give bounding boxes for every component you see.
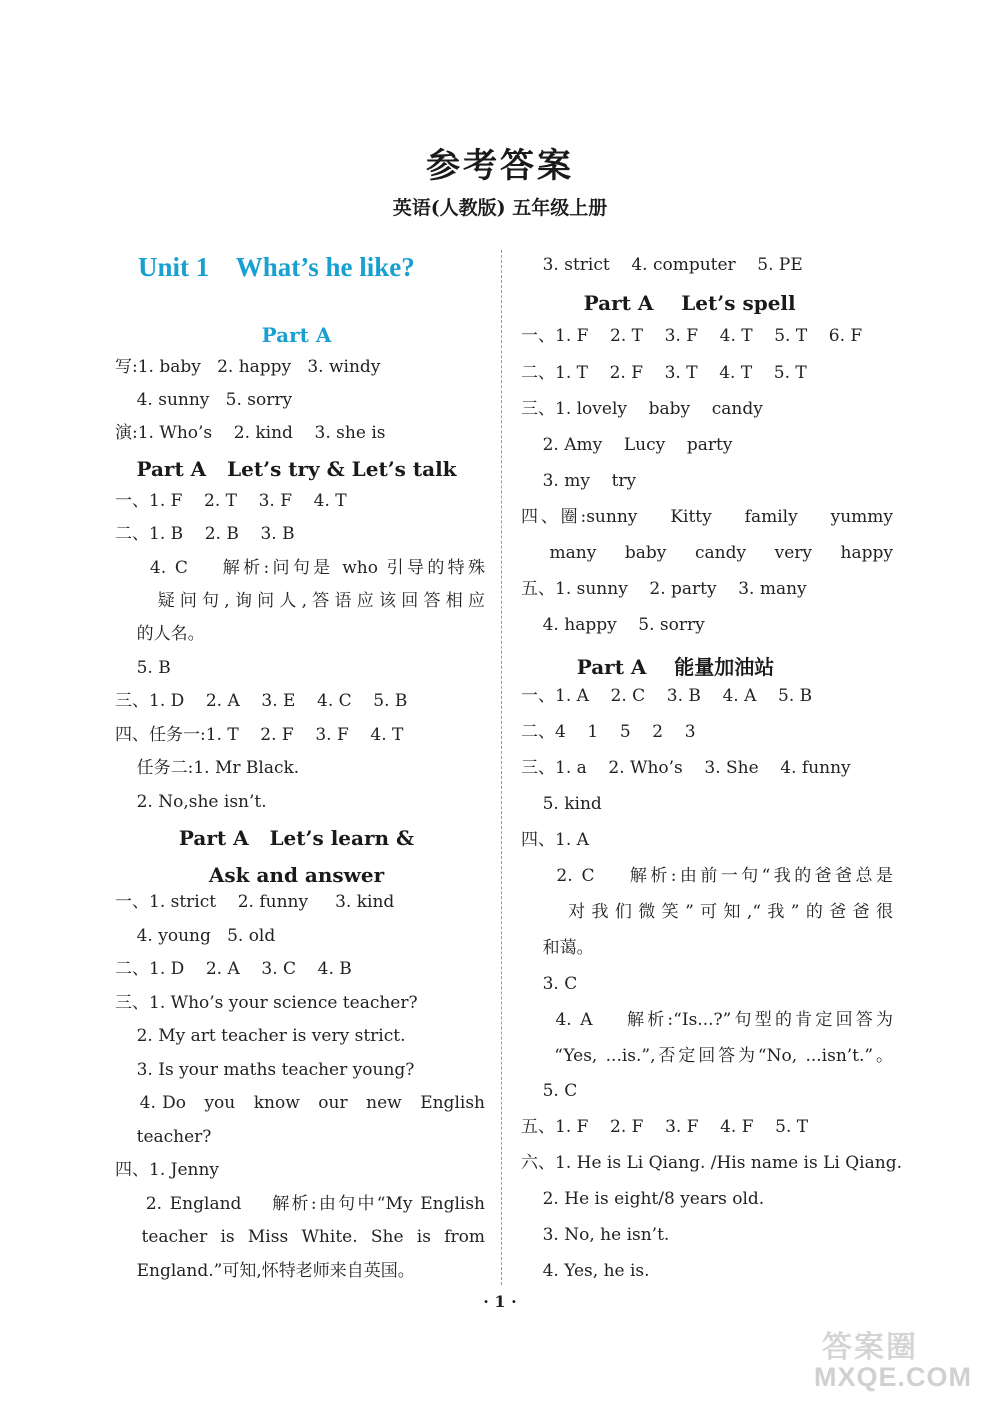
section-heading: Ask and answer — [208, 863, 385, 887]
answer-line: 5. B — [115, 658, 171, 678]
answer-line: 2. England 解析:由句中“My English — [115, 1194, 485, 1214]
section-heading: Part A Let’s spell — [521, 291, 796, 315]
answer-line: teacher? — [115, 1127, 212, 1147]
answer-line: many baby candy very happy — [521, 543, 893, 563]
answer-line: 二、4 1 5 2 3 — [521, 722, 696, 742]
page-number: · 1 · — [483, 1292, 517, 1311]
answer-line: 5. kind — [521, 794, 602, 814]
answer-line: 四、任务一:1. T 2. F 3. F 4. T — [115, 725, 404, 745]
answer-line: “Yes, ...is.”,否定回答为“No, ...isn’t.”。 — [521, 1046, 893, 1066]
answer-line: 四、1. A — [521, 830, 589, 850]
answer-line: 三、1. a 2. Who’s 3. She 4. funny — [521, 758, 851, 778]
answer-line: 演:1. Who’s 2. kind 3. she is — [115, 423, 386, 443]
answer-line: 4. happy 5. sorry — [521, 615, 705, 635]
answer-line: 3. C — [521, 974, 578, 994]
answer-line: 一、1. F 2. T 3. F 4. T 5. T 6. F — [521, 326, 863, 346]
answer-line: 四、1. Jenny — [115, 1160, 220, 1180]
answer-line: 和蔼。 — [521, 938, 594, 958]
answer-line: 2. My art teacher is very strict. — [115, 1026, 406, 1046]
section-heading: Part A Let’s learn & — [178, 826, 415, 850]
answer-line: 三、1. lovely baby candy — [521, 399, 763, 419]
answer-line: 六、1. He is Li Qiang. /His name is Li Qiang. — [521, 1153, 902, 1173]
watermark-text-bottom: MXQE.COM — [814, 1362, 973, 1392]
answer-line: 写:1. baby 2. happy 3. windy — [115, 357, 381, 377]
answer-line: 疑问句,询问人,答语应该回答相应 — [115, 591, 485, 611]
answer-line: 二、1. D 2. A 3. C 4. B — [115, 959, 352, 979]
answer-line: 一、1. strict 2. funny 3. kind — [115, 892, 395, 912]
page-subtitle: 英语(人教版) 五年级上册 — [392, 197, 608, 219]
answer-line: 4. Yes, he is. — [521, 1261, 650, 1281]
answer-line: 五、1. F 2. F 3. F 4. F 5. T — [521, 1117, 809, 1137]
answer-line: 2. He is eight/8 years old. — [521, 1189, 765, 1209]
unit-title: Unit 1 What’s he like? — [138, 252, 415, 282]
answer-line: England.”可知,怀特老师来自英国。 — [115, 1261, 415, 1281]
answer-line: 2. No,she isn’t. — [115, 792, 267, 812]
watermark-text-top: 答案圈 — [822, 1330, 918, 1365]
page-title: 参考答案 — [426, 146, 574, 186]
section-heading: Part A — [261, 323, 332, 347]
column-divider — [501, 250, 502, 1285]
answer-line: 3. my try — [521, 471, 637, 491]
watermark-logo — [812, 1322, 990, 1400]
answer-line: 2. Amy Lucy party — [521, 435, 733, 455]
answer-line: 3. No, he isn’t. — [521, 1225, 670, 1245]
answer-line: 三、1. Who’s your science teacher? — [115, 993, 418, 1013]
answer-line: teacher is Miss White. She is from — [115, 1227, 485, 1247]
answer-line: 的人名。 — [115, 624, 205, 644]
answer-line: 一、1. A 2. C 3. B 4. A 5. B — [521, 686, 813, 706]
answer-line: 4. A 解析:“Is...?”句型的肯定回答为 — [521, 1010, 893, 1030]
answer-line: 4. sunny 5. sorry — [115, 390, 293, 410]
answer-line: 4. C 解析:问句是 who 引导的特殊 — [115, 558, 485, 578]
answer-line: 五、1. sunny 2. party 3. many — [521, 579, 807, 599]
answer-line: 对我们微笑”可知,“我”的爸爸很 — [521, 902, 893, 922]
answer-line: 任务二:1. Mr Black. — [115, 758, 300, 778]
answer-line: 2. C 解析:由前一句“我的爸爸总是 — [521, 866, 893, 886]
answer-line: 一、1. F 2. T 3. F 4. T — [115, 491, 347, 511]
answer-line: 四、圈:sunny Kitty family yummy — [521, 507, 893, 527]
section-heading: Part A 能量加油站 — [521, 655, 775, 679]
answer-line: 三、1. D 2. A 3. E 4. C 5. B — [115, 691, 408, 711]
answer-line: 二、1. B 2. B 3. B — [115, 524, 295, 544]
answer-line: 4. Do you know our new English — [115, 1093, 485, 1113]
answer-line: 4. young 5. old — [115, 926, 276, 946]
section-heading: Part A Let’s try & Let’s talk — [136, 457, 457, 481]
answer-line: 5. C — [521, 1081, 578, 1101]
answer-line: 二、1. T 2. F 3. T 4. T 5. T — [521, 363, 807, 383]
answer-line: 3. Is your maths teacher young? — [115, 1060, 415, 1080]
answer-line: 3. strict 4. computer 5. PE — [521, 255, 803, 275]
